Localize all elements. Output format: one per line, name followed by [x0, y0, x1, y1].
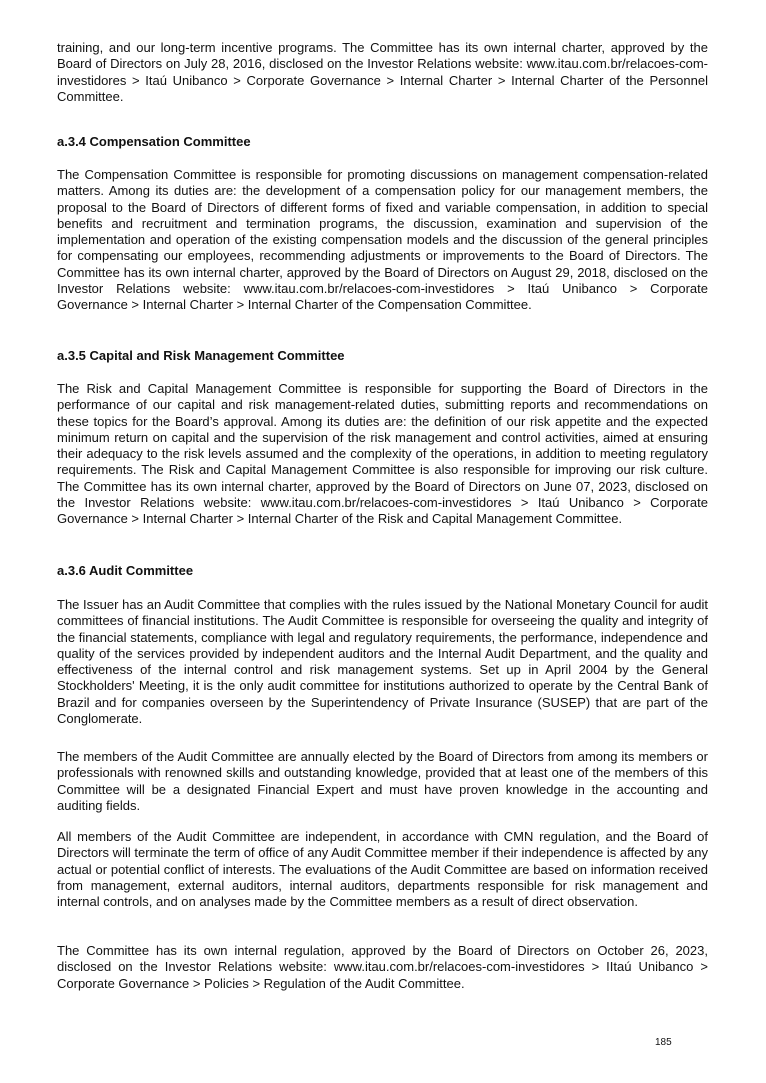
paragraph-capital-risk-committee: The Risk and Capital Management Committee is responsible for supporting the Board of Directors in the performance of our capital and risk management-related duties, submitting reports and recommendations on these topics for the Board’s approval. Among its duties are: the definition of our risk appetite and the expected minimum return on capital and the supervision of the risk management and control activities, aimed at ensuring their adequacy to the risk levels assumed and the complexity of the operations, in addition to meeting regulatory requirements. The Risk and Capital Management Committee is also responsible for improving our risk culture. The Committee has its own internal charter, approved by the Board of Directors on June 07, 2023, disclosed on the Investor Relations website: www.itau.com.br/relacoes-com-investidores > Itaú Unibanco > Corporate Governance > Internal Charter > Internal Charter of the Risk and Capital Management Committee. — [57, 381, 708, 527]
paragraph-audit-committee-members: The members of the Audit Committee are annually elected by the Board of Directors from among its members or professionals with renowned skills and outstanding knowledge, provided that at least one of the members of this Committee will be a designated Financial Expert and must have proven knowledge in the accounting and auditing fields. — [57, 749, 708, 813]
paragraph-personnel-committee-end: training, and our long-term incentive programs. The Committee has its own internal charter, approved by the Board of Directors on July 28, 2016, disclosed on the Investor Relations website: www.itau.com.br/relacoes-com-investidores > Itaú Unibanco > Corporate Governance > Internal Charter > Internal Charter of the Personnel Committee. — [57, 40, 708, 104]
paragraph-audit-committee-regulation: The Committee has its own internal regulation, approved by the Board of Directors on October 26, 2023, disclosed on the Investor Relations website: www.itau.com.br/relacoes-com-investidores > IItaú Unibanco > Corporate Governance > Policies > Regulation of the Audit Committee. — [57, 943, 708, 991]
heading-compensation-committee: a.3.4 Compensation Committee — [57, 134, 251, 149]
paragraph-audit-committee-overview: The Issuer has an Audit Committee that complies with the rules issued by the National Monetary Council for audit committees of financial institutions. The Audit Committee is responsible for overseeing the quality and integrity of the financial statements, compliance with legal and regulatory requirements, the performance, independence and quality of the services provided by independent auditors and the Internal Audit Department, and the quality and effectiveness of the internal control and risk management systems. Set up in April 2004 by the General Stockholders' Meeting, it is the only audit committee for institutions authorized to operate by the Central Bank of Brazil and for companies overseen by the Superintendency of Private Insurance (SUSEP) that are part of the Conglomerate. — [57, 597, 708, 727]
page-number: 185 — [655, 1037, 672, 1048]
paragraph-compensation-committee: The Compensation Committee is responsible for promoting discussions on management compensation-related matters. Among its duties are: the development of a compensation policy for our management members, the proposal to the Board of Directors of different forms of fixed and variable compensation, in addition to special benefits and recruitment and termination programs, the discussion, examination and supervision of the implementation and operation of the existing compensation models and the discussion of the general principles for compensating our employees, recommending adjustments or improvements to the Board of Directors. The Committee has its own internal charter, approved by the Board of Directors on August 29, 2018, disclosed on the Investor Relations website: www.itau.com.br/relacoes-com-investidores > Itaú Unibanco > Corporate Governance > Internal Charter > Internal Charter of the Compensation Committee. — [57, 167, 708, 313]
heading-audit-committee: a.3.6 Audit Committee — [57, 563, 194, 578]
heading-capital-risk-committee: a.3.5 Capital and Risk Management Committee — [57, 348, 345, 363]
paragraph-audit-committee-independence: All members of the Audit Committee are independent, in accordance with CMN regulation, and the Board of Directors will terminate the term of office of any Audit Committee member if their independence is affected by any actual or potential conflict of interests. The evaluations of the Audit Committee are based on information received from management, external auditors, internal auditors, departments responsible for risk management and internal controls, and on analyses made by the Committee members as a result of direct observation. — [57, 829, 708, 910]
